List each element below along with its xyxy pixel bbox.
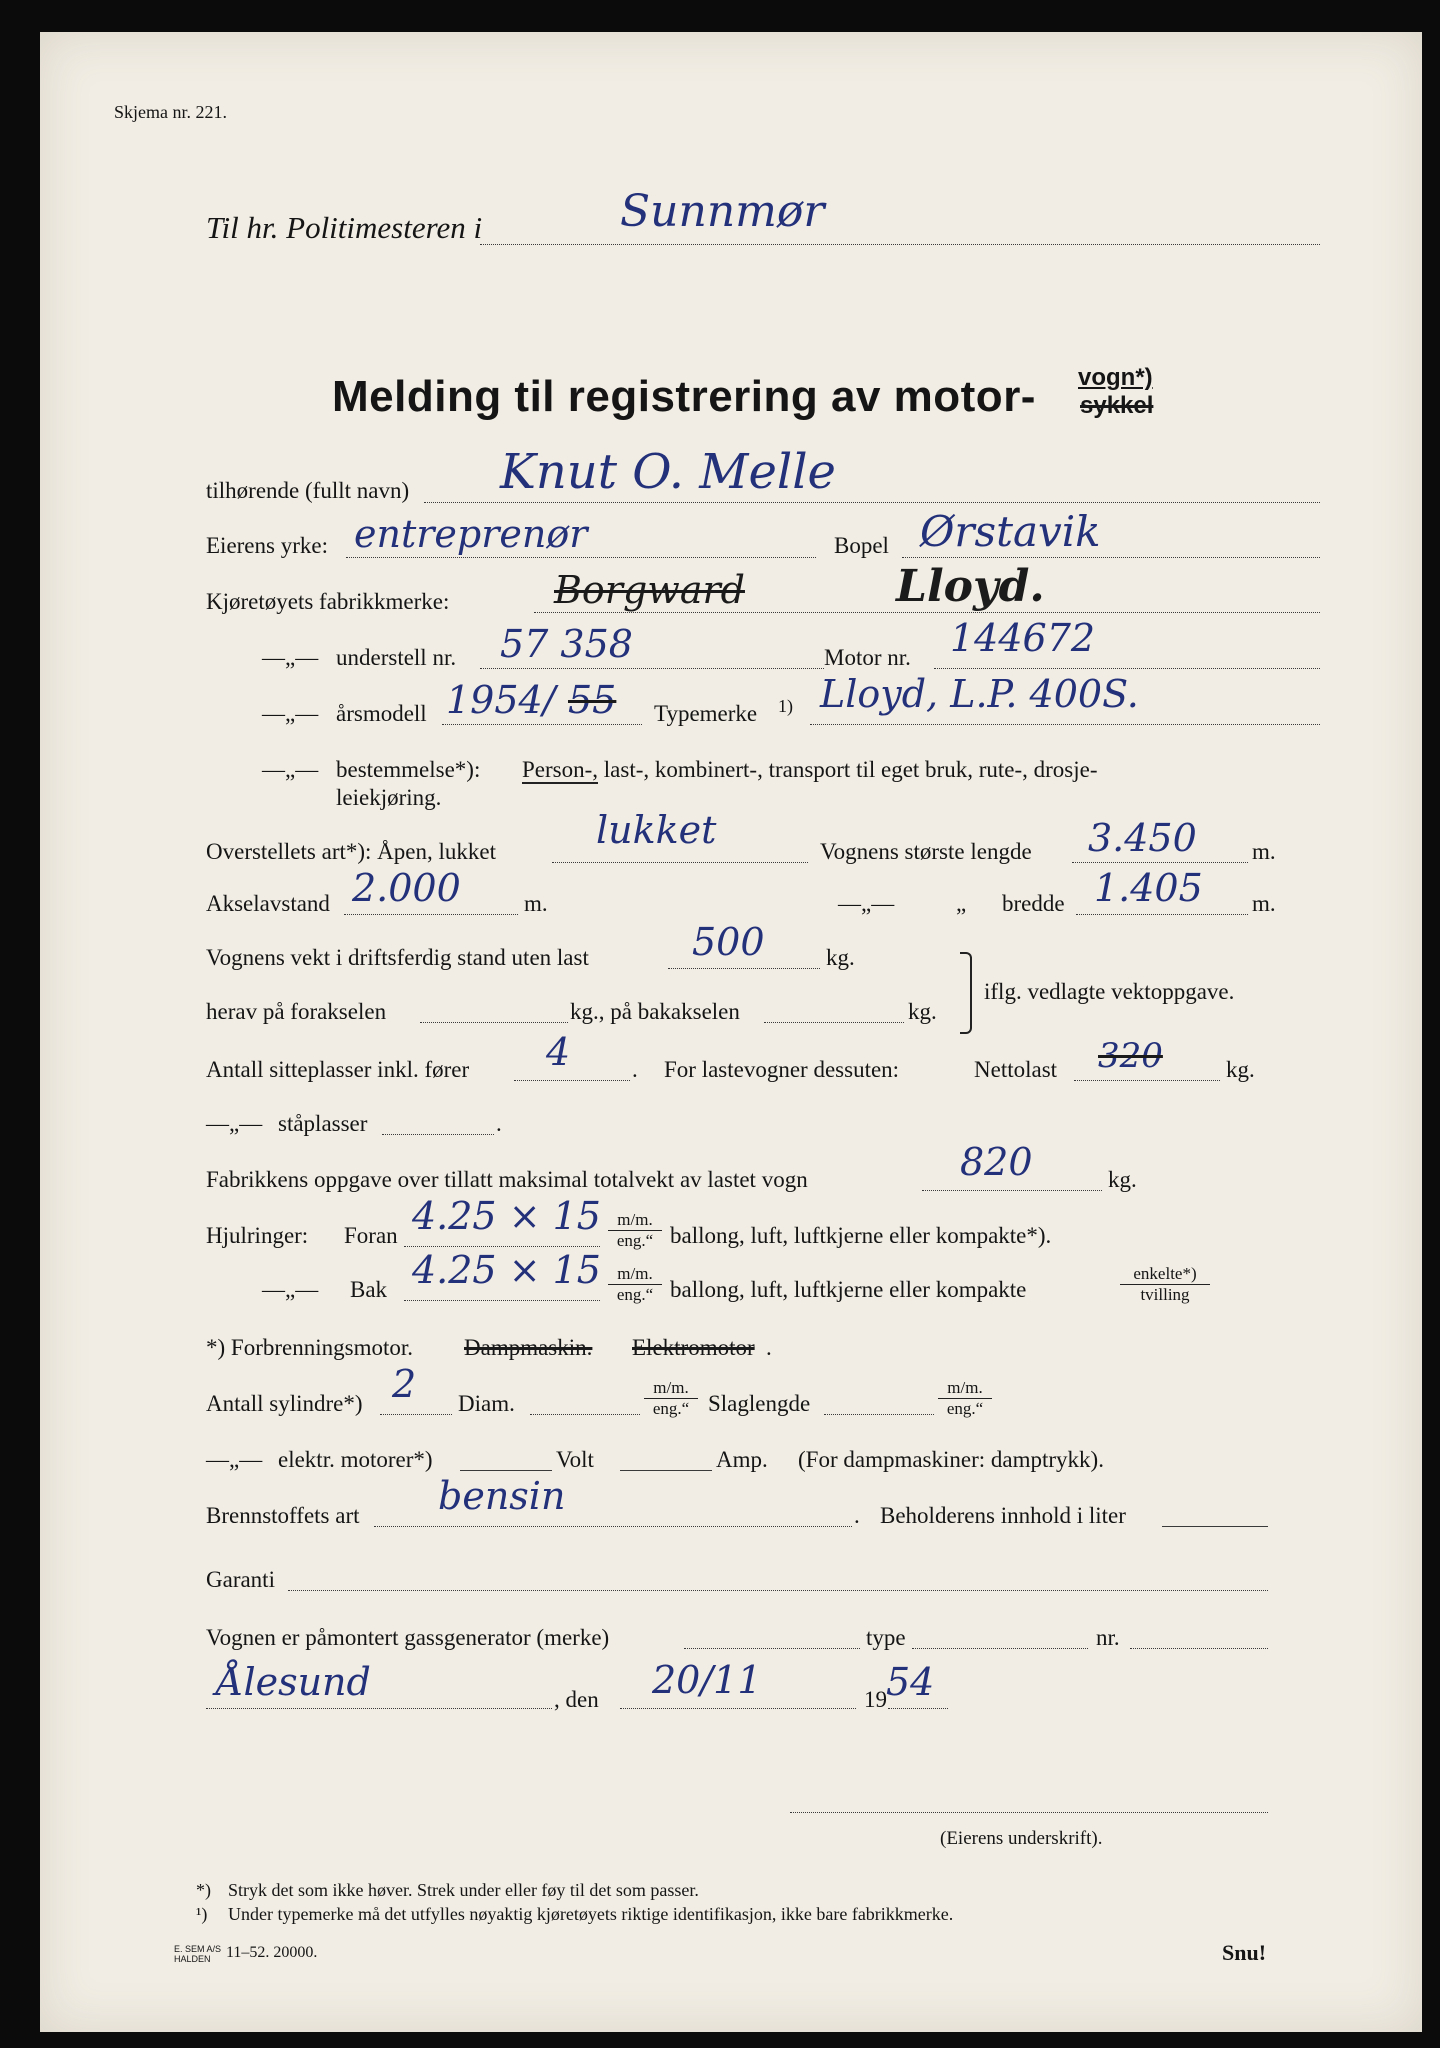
form-number: Skjema nr. 221. xyxy=(114,102,227,122)
purpose-options: Person-, last-, kombinert-, transport til eget bruk, rute-, drosje- xyxy=(522,757,1098,782)
rear-axle-unit: kg. xyxy=(908,999,937,1024)
purpose-underline xyxy=(522,782,598,784)
gas-generator-label: Vognen er påmontert gassgenerator (merke) xyxy=(206,1625,610,1650)
type-footnote-mark: 1) xyxy=(778,696,793,716)
tyres-rear-value: 4.25 × 15 xyxy=(412,1248,601,1292)
gas-type-label: type xyxy=(866,1625,906,1650)
weight-value: 500 xyxy=(692,920,765,964)
weight-note: iflg. vedlagte vektoppgave. xyxy=(984,979,1235,1004)
residence-value: Ørstavik xyxy=(920,507,1101,556)
cargo-label: For lastevogner dessuten: xyxy=(664,1057,900,1082)
tyres-label: Hjulringer: xyxy=(206,1223,309,1248)
footnote-text-2: Under typemerke må det utfylles nøyaktig kjøretøyets riktige identifikasjon, ikke bare fabrikkmerke. xyxy=(228,1904,954,1924)
year-line xyxy=(888,1708,948,1709)
max-weight-label: Fabrikkens oppgave over tillatt maksimal totalvekt av lastet vogn xyxy=(206,1167,808,1192)
guarantee-label: Garanti xyxy=(206,1567,275,1592)
ditto-mark: —„— xyxy=(262,701,319,726)
stroke-label: Slaglengde xyxy=(708,1391,811,1416)
footnote-mark-1: *) xyxy=(196,1880,211,1900)
tyres-rear-line xyxy=(404,1300,600,1301)
axle-bracket xyxy=(960,952,972,1034)
body-type-line xyxy=(552,862,808,863)
occupation-label: Eierens yrke: xyxy=(206,533,328,558)
model-year-value: 1954/ xyxy=(446,678,556,722)
seats-value: 4 xyxy=(546,1030,571,1074)
ditto-mark: —„— xyxy=(262,645,319,670)
stroke-unit: m/m. eng.“ xyxy=(938,1378,992,1419)
printer-name: E. SEM A/S HALDEN xyxy=(174,1944,222,1964)
tank-line xyxy=(1162,1526,1268,1527)
engine-steam: Dampmaskin. xyxy=(464,1335,593,1360)
wheelbase-label: Akselavstand xyxy=(206,891,330,916)
seats-line xyxy=(514,1080,630,1081)
tank-label: Beholderens innhold i liter xyxy=(880,1503,1126,1528)
make-label: Kjøretøyets fabrikkmerke: xyxy=(206,589,450,614)
addressee-value: Sunnmør xyxy=(620,186,825,237)
standing-line xyxy=(382,1134,494,1135)
ditto-mark: —„— xyxy=(262,1277,319,1302)
tyres-front-types: ballong, luft, luftkjerne eller kompakte*). xyxy=(670,1223,1052,1248)
tyres-front-value: 4.25 × 15 xyxy=(412,1194,601,1238)
footnote-mark-2: ¹) xyxy=(196,1904,208,1924)
signature-label: (Eierens underskrift). xyxy=(940,1828,1103,1849)
electric-count-line xyxy=(460,1470,552,1471)
front-axle-label: herav på forakselen xyxy=(206,999,387,1024)
type-line xyxy=(810,724,1320,725)
net-load-line xyxy=(1074,1080,1220,1081)
steam-pressure-note: (For dampmaskiner: damptrykk). xyxy=(798,1447,1104,1472)
occupation-line xyxy=(346,557,816,558)
wheelbase-unit: m. xyxy=(524,891,548,916)
chassis-line xyxy=(480,668,824,669)
make-line xyxy=(534,612,1320,613)
ditto-quote: „ xyxy=(956,891,967,916)
engine-electric: Elektromotor xyxy=(632,1335,755,1360)
purpose-label: bestemmelse*): xyxy=(336,757,481,782)
rear-axle-line xyxy=(764,1022,904,1023)
gas-type-line xyxy=(912,1648,1088,1649)
engine-label: *) Forbrenningsmotor. xyxy=(206,1335,413,1360)
signature-line xyxy=(790,1812,1268,1813)
standing-label: ståplasser xyxy=(278,1111,368,1136)
tyres-rear-unit: m/m. eng.“ xyxy=(608,1264,662,1305)
volt-label: Volt xyxy=(556,1447,594,1472)
place-value: Ålesund xyxy=(216,1660,371,1704)
footnote-text-1: Stryk det som ikke høver. Strek under eller føy til det som passer. xyxy=(228,1880,699,1900)
chassis-value: 57 358 xyxy=(500,622,633,666)
tyres-rear-option: enkelte*) tvilling xyxy=(1120,1264,1210,1305)
seats-label: Antall sitteplasser inkl. fører xyxy=(206,1057,470,1082)
form-title: Melding til registrering av motor- xyxy=(332,372,1036,421)
amp-label: Amp. xyxy=(716,1447,768,1472)
max-weight-value: 820 xyxy=(960,1140,1033,1184)
engine-dot: . xyxy=(766,1335,772,1360)
diameter-label: Diam. xyxy=(458,1391,515,1416)
width-unit: m. xyxy=(1252,891,1276,916)
diameter-unit: m/m. eng.“ xyxy=(644,1378,698,1419)
date-value: 20/11 xyxy=(652,1658,762,1702)
max-weight-line xyxy=(922,1190,1102,1191)
wheelbase-value: 2.000 xyxy=(352,866,461,910)
purpose-options-line2: leiekjøring. xyxy=(336,785,442,810)
tyres-rear-types: ballong, luft, luftkjerne eller kompakte xyxy=(670,1277,1027,1302)
body-type-value: lukket xyxy=(596,808,717,852)
motor-line xyxy=(934,668,1320,669)
date-line xyxy=(620,1708,856,1709)
body-type-label: Overstellets art*): Åpen, lukket xyxy=(206,839,496,864)
weight-label: Vognens vekt i driftsferdig stand uten last xyxy=(206,945,589,970)
volt-line xyxy=(620,1470,712,1471)
year-prefix: 19 xyxy=(864,1687,887,1712)
tyres-front-unit: m/m. eng.“ xyxy=(608,1210,662,1251)
net-load-unit: kg. xyxy=(1226,1057,1255,1082)
turn-over-note: Snu! xyxy=(1222,1940,1267,1965)
date-den: , den xyxy=(554,1687,599,1712)
electric-label: elektr. motorer*) xyxy=(278,1447,433,1472)
type-label: Typemerke xyxy=(654,701,758,726)
motor-label: Motor nr. xyxy=(824,645,911,670)
tyres-rear-label: Bak xyxy=(350,1277,388,1302)
occupation-value: entreprenør xyxy=(354,512,588,556)
owner-label: tilhørende (fullt navn) xyxy=(206,478,410,503)
model-year-struck: 55 xyxy=(568,678,617,722)
form-sheet xyxy=(40,32,1422,2032)
max-weight-unit: kg. xyxy=(1108,1167,1137,1192)
length-label: Vognens største lengde xyxy=(820,839,1032,864)
diameter-line xyxy=(530,1414,640,1415)
gas-generator-line xyxy=(684,1648,860,1649)
width-label: bredde xyxy=(1002,891,1065,916)
weight-line xyxy=(668,968,820,969)
net-load-label: Nettolast xyxy=(974,1057,1058,1082)
length-line xyxy=(1072,862,1248,863)
model-year-line xyxy=(442,724,642,725)
fuel-dot: . xyxy=(854,1503,860,1528)
width-value: 1.405 xyxy=(1094,866,1203,910)
year-value: 54 xyxy=(886,1660,935,1704)
rear-axle-label: kg., på bakakselen xyxy=(570,999,740,1024)
residence-line xyxy=(902,557,1320,558)
fuel-line xyxy=(374,1526,852,1527)
guarantee-line xyxy=(288,1590,1268,1591)
gas-nr-line xyxy=(1130,1648,1268,1649)
printer-code: 11–52. 20000. xyxy=(226,1944,318,1961)
addressee-line xyxy=(480,244,1320,245)
addressee-label: Til hr. Politimesteren i xyxy=(206,210,483,245)
title-option-vogn: vogn*) xyxy=(1078,364,1153,391)
owner-value: Knut O. Melle xyxy=(500,444,836,500)
tyres-front-line xyxy=(404,1246,600,1247)
cylinders-line xyxy=(380,1414,452,1415)
net-load-value: 320 xyxy=(1098,1036,1163,1076)
place-line xyxy=(206,1708,552,1709)
owner-line xyxy=(424,502,1320,503)
ditto-mark: —„— xyxy=(262,757,319,782)
length-value: 3.450 xyxy=(1088,816,1197,860)
fuel-label: Brennstoffets art xyxy=(206,1503,360,1528)
cylinders-value: 2 xyxy=(392,1362,417,1406)
cylinders-label: Antall sylindre*) xyxy=(206,1391,363,1416)
model-year-label: årsmodell xyxy=(336,701,427,726)
standing-dot: . xyxy=(496,1111,502,1136)
length-unit: m. xyxy=(1252,839,1276,864)
width-line xyxy=(1076,914,1248,915)
wheelbase-line xyxy=(344,914,518,915)
ditto-mark: —„— xyxy=(206,1111,263,1136)
make-struck-value: Borgward xyxy=(554,568,745,612)
make-value: Lloyd. xyxy=(896,561,1045,612)
stroke-line xyxy=(824,1414,934,1415)
weight-unit: kg. xyxy=(826,945,855,970)
ditto-mark: —„— xyxy=(206,1447,263,1472)
front-axle-line xyxy=(420,1022,568,1023)
fuel-value: bensin xyxy=(438,1474,566,1518)
ditto-mark: —„— xyxy=(838,891,895,916)
title-option-sykkel: sykkel xyxy=(1080,392,1154,419)
type-value: Lloyd, L.P. 400S. xyxy=(820,672,1139,716)
chassis-label: understell nr. xyxy=(336,645,457,670)
motor-value: 144672 xyxy=(950,616,1096,660)
seats-dot: . xyxy=(632,1057,638,1082)
tyres-front-label: Foran xyxy=(344,1223,398,1248)
gas-nr-label: nr. xyxy=(1096,1625,1120,1650)
residence-label: Bopel xyxy=(834,533,889,558)
